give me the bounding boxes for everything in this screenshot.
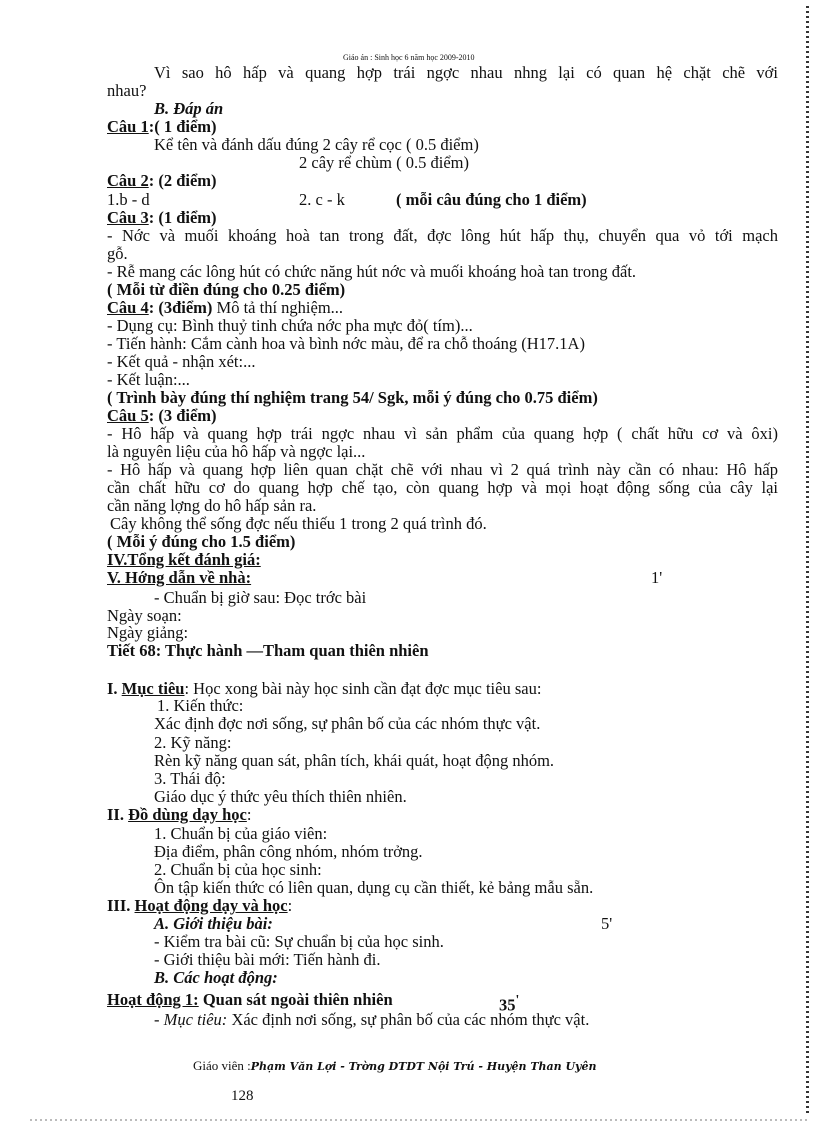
- gioi-thieu-line-1: - Kiểm tra bài cũ: Sự chuẩn bị của học sinh.: [154, 932, 444, 951]
- chuan-bi-hs-text: Ôn tập kiến thức có liên quan, dụng cụ cần thiết, kẻ bảng mẫu sẵn.: [154, 878, 594, 897]
- cac-hoat-dong-heading: B. Các hoạt động:: [154, 968, 278, 987]
- hoat-dong-1-name: Quan sát ngoài thiên nhiên: [198, 990, 393, 1009]
- gioi-thieu-heading: A. Giới thiệu bài:: [154, 914, 273, 933]
- thai-do-label: 3. Thái độ:: [154, 769, 226, 788]
- cau2-note: ( mỗi câu đúng cho 1 điểm): [396, 190, 587, 209]
- do-dung-heading: [107, 806, 251, 824]
- kien-thuc-text: Xác định đợc nơi sống, sự phân bố của các nhóm thực vật.: [154, 714, 541, 733]
- section-v-heading: V. Hớng dẫn về nhà:: [107, 568, 252, 587]
- do-dung-title: Đồ dùng dạy học: [128, 805, 247, 824]
- page-header: Giáo án : Sinh học 6 năm học 2009-2010: [343, 53, 475, 62]
- q5-line-2: nhau?: [107, 81, 147, 100]
- cau3-heading: [107, 209, 217, 227]
- q5-line-1: Vì sao hô hấp và quang hợp trái ngợc nhau nhng lại có quan hệ chặt chẽ với: [154, 63, 778, 82]
- cau4-score: : (3điểm): [148, 298, 213, 317]
- hoat-dong-1-minutes: 35: [499, 995, 516, 1015]
- hoat-dong-1-muc-tieu: [154, 1011, 589, 1029]
- hoat-dong-1-muc-tieu-text: Xác định nơi sống, sự phân bố của các nhóm thực vật.: [227, 1010, 590, 1029]
- cau2-score: : (2 điểm): [148, 171, 217, 190]
- cau4-heading: [107, 299, 343, 317]
- gioi-thieu-line-2: - Giới thiệu bài mới: Tiến hành đi.: [154, 950, 381, 969]
- cau3-score: : (1 điểm): [148, 208, 217, 227]
- bottom-border-line: [30, 1119, 808, 1121]
- cau1-score: :( 1 điểm): [148, 117, 217, 136]
- chuan-bi-gv-text: Địa điểm, phân công nhóm, nhóm trởng.: [154, 842, 423, 861]
- page-footer: [193, 1058, 596, 1074]
- cau2-answer-1: 1.b - d: [107, 190, 150, 209]
- right-border-line: [806, 6, 809, 1114]
- cau5-note: ( Mỗi ý đúng cho 1.5 điểm): [107, 532, 296, 551]
- hoat-dong-1-heading: [107, 991, 393, 1009]
- cau5-title: Câu 5: [107, 406, 149, 425]
- section-v-time: 1': [651, 568, 663, 587]
- kien-thuc-label: 1. Kiến thức:: [157, 696, 244, 715]
- cau5-heading: [107, 407, 217, 425]
- lesson-title: Tiết 68: Thực hành —Tham quan thiên nhiên: [107, 641, 429, 660]
- thai-do-text: Giáo dục ý thức yêu thích thiên nhiên.: [154, 787, 407, 806]
- cau3-note: ( Mỗi từ điền đúng cho 0.25 điểm): [107, 280, 346, 299]
- page-number: 128: [231, 1088, 254, 1104]
- cau5-line-3: Cây không thể sống đợc nếu thiếu 1 trong 2 quá trình đó.: [110, 514, 487, 533]
- hoat-dong-heading: [107, 897, 292, 915]
- section-iv-heading: IV.Tổng kết đánh giá:: [107, 550, 261, 569]
- cau1-heading: [107, 118, 217, 136]
- section-v-line-1: - Chuẩn bị giờ sau: Đọc trớc bài: [154, 588, 367, 607]
- cau4-line-1: - Dụng cụ: Bình thuỷ tinh chứa nớc pha mực đỏ( tím)...: [107, 316, 473, 335]
- cau2-answer-2: 2. c - k: [299, 190, 345, 209]
- cau5-line-1a: - Hô hấp và quang hợp trái ngợc nhau vì sản phẩm của quang hợp ( chất hữu cơ và ôxi): [107, 424, 778, 443]
- answer-heading: B. Đáp án: [154, 99, 224, 118]
- do-dung-prefix: II.: [107, 805, 129, 824]
- cau3-line-2: - Rễ mang các lông hút có chức năng hút nớc và muối khoáng hoà tan trong đất.: [107, 262, 637, 281]
- cau4-title: Câu 4: [107, 298, 149, 317]
- hoat-dong-1-muc-tieu-label: - Mục tiêu:: [154, 1010, 228, 1029]
- ngay-giang: Ngày giảng:: [107, 623, 189, 642]
- footer-label: Giáo viên :: [193, 1058, 251, 1073]
- cau4-line-2: - Tiến hành: Cắm cành hoa và bình nớc màu, để ra chỗ thoáng (H17.1A): [107, 334, 585, 353]
- cau4-line-4: - Kết luận:...: [107, 370, 190, 389]
- cau5-score: : (3 điểm): [148, 406, 217, 425]
- cau3-line-1a: - Nớc và muối khoáng hoà tan trong đất, đợc lông hút hấp thụ, chuyển qua vỏ tới mạch: [107, 226, 778, 245]
- hoat-dong-1-minute-mark: ': [515, 992, 520, 1007]
- chuan-bi-hs-label: 2. Chuẩn bị của học sinh:: [154, 860, 322, 879]
- gioi-thieu-time: 5': [601, 914, 613, 933]
- do-dung-colon: :: [246, 805, 252, 824]
- cau3-line-1b: gỗ.: [107, 244, 128, 263]
- muc-tieu-desc: : Học xong bài này học sinh cần đạt đợc mục tiêu sau:: [184, 679, 542, 698]
- ky-nang-text: Rèn kỹ năng quan sát, phân tích, khái quát, hoạt động nhóm.: [154, 751, 555, 770]
- cau1-title: Câu 1: [107, 117, 149, 136]
- hoat-dong-title: Hoạt động dạy và học: [134, 896, 288, 915]
- cau5-line-2a: - Hô hấp và quang hợp liên quan chặt chẽ với nhau vì 2 quá trình này cần có nhau: Hô hấp: [107, 460, 778, 479]
- cau2-heading: [107, 172, 217, 190]
- cau4-note: ( Trình bày đúng thí nghiệm trang 54/ Sgk, mỗi ý đúng cho 0.75 điểm): [107, 388, 598, 407]
- muc-tieu-prefix: I.: [107, 679, 122, 698]
- cau1-line-1: Kể tên và đánh dấu đúng 2 cây rể cọc ( 0.5 điểm): [154, 135, 479, 154]
- muc-tieu-title: Mục tiêu: [121, 679, 185, 698]
- hoat-dong-1-title: Hoạt động 1:: [107, 990, 199, 1009]
- cau4-line-3: - Kết quả - nhận xét:...: [107, 352, 256, 371]
- teacher-signature: Phạm Văn Lợi - Trờng DTDT Nội Trú - Huyện Than Uyên: [250, 1060, 597, 1073]
- ngay-soan: Ngày soạn:: [107, 606, 182, 625]
- cau2-title: Câu 2: [107, 171, 149, 190]
- cau3-title: Câu 3: [107, 208, 149, 227]
- hoat-dong-colon: :: [287, 896, 293, 915]
- cau1-line-2: 2 cây rể chùm ( 0.5 điểm): [299, 153, 469, 172]
- cau5-line-2c: cần năng lợng do hô hấp sản ra.: [107, 496, 317, 515]
- chuan-bi-gv-label: 1. Chuẩn bị của giáo viên:: [154, 824, 328, 843]
- cau5-line-2b: cần chất hữu cơ do quang hợp chế tạo, còn quang hợp và mọi hoạt động sống của cây lại: [107, 478, 778, 497]
- cau5-line-1b: là nguyên liệu của hô hấp và ngợc lại...: [107, 442, 366, 461]
- ky-nang-label: 2. Kỹ năng:: [154, 733, 232, 752]
- hoat-dong-prefix: III.: [107, 896, 135, 915]
- cau4-desc: Mô tả thí nghiệm...: [212, 298, 344, 317]
